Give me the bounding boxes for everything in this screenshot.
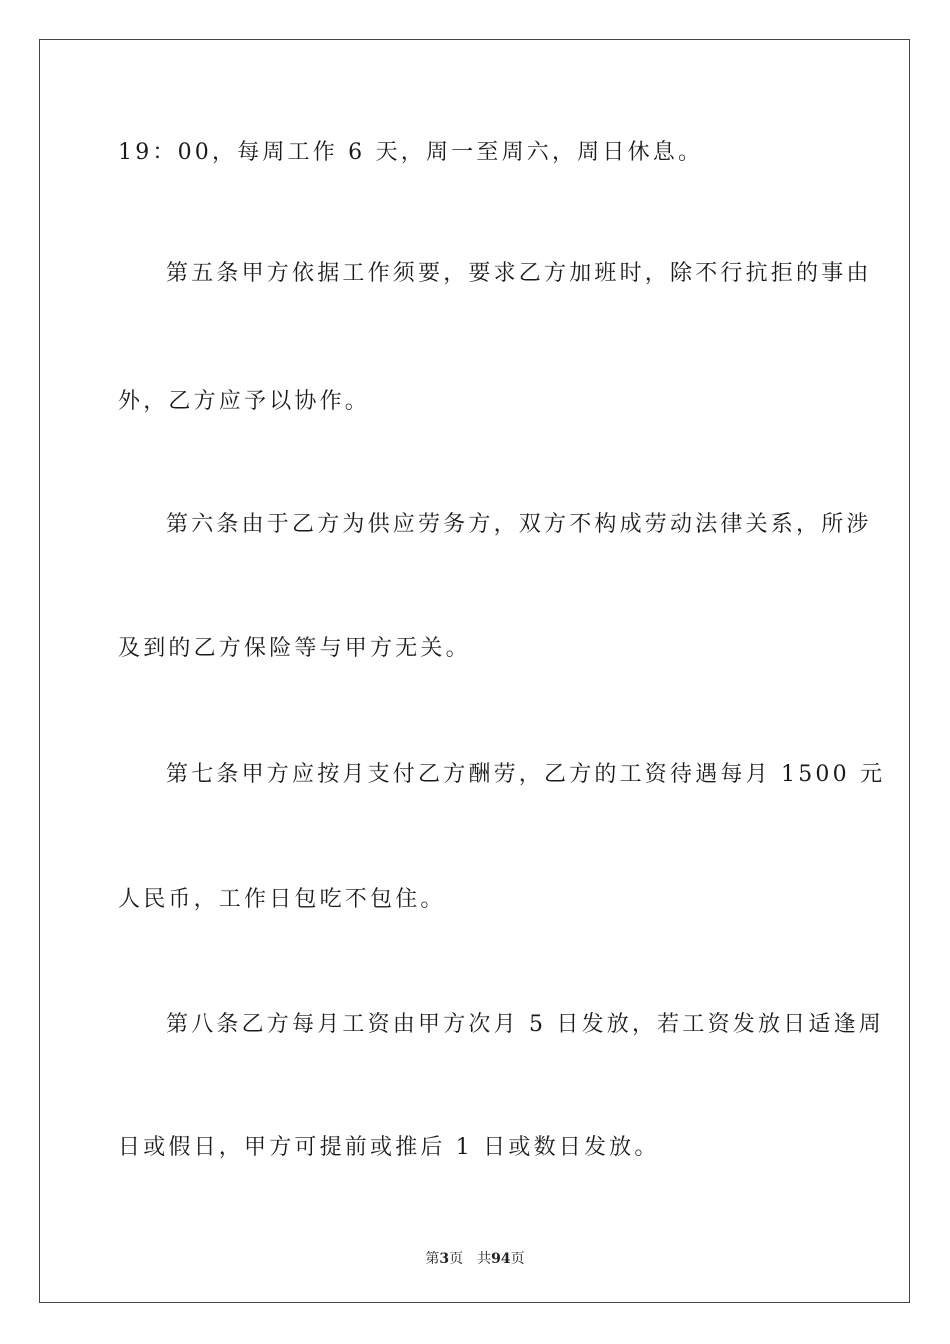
text-line-6: 第七条甲方应按月支付乙方酬劳，乙方的工资待遇每月 1500 元 (166, 762, 886, 787)
text-line-7: 人民币，工作日包吃不包住。 (118, 887, 446, 912)
text-line-2: 第五条甲方依据工作须要，要求乙方加班时，除不行抗拒的事由 (166, 261, 872, 286)
text-line-5: 及到的乙方保险等与甲方无关。 (118, 636, 471, 661)
text-line-3: 外，乙方应予以协作。 (118, 389, 371, 414)
text-line-1: 19：00，每周工作 6 天，周一至周六，周日休息。 (118, 140, 704, 165)
page-footer (0, 1248, 950, 1268)
footer-page-suffix: 页 (449, 1251, 464, 1267)
page-border (39, 39, 910, 1303)
footer-page-number: 3 (439, 1251, 450, 1267)
footer-total-prefix: 共 (477, 1251, 492, 1267)
text-line-4: 第六条由于乙方为供应劳务方，双方不构成劳动法律关系，所涉 (166, 512, 872, 537)
footer-page-prefix: 第 (425, 1251, 440, 1267)
text-line-8: 第八条乙方每月工资由甲方次月 5 日发放，若工资发放日适逢周 (166, 1012, 884, 1037)
footer-total-suffix: 页 (510, 1251, 525, 1267)
text-line-9: 日或假日，甲方可提前或推后 1 日或数日发放。 (118, 1135, 660, 1160)
footer-total-pages: 94 (491, 1251, 511, 1267)
